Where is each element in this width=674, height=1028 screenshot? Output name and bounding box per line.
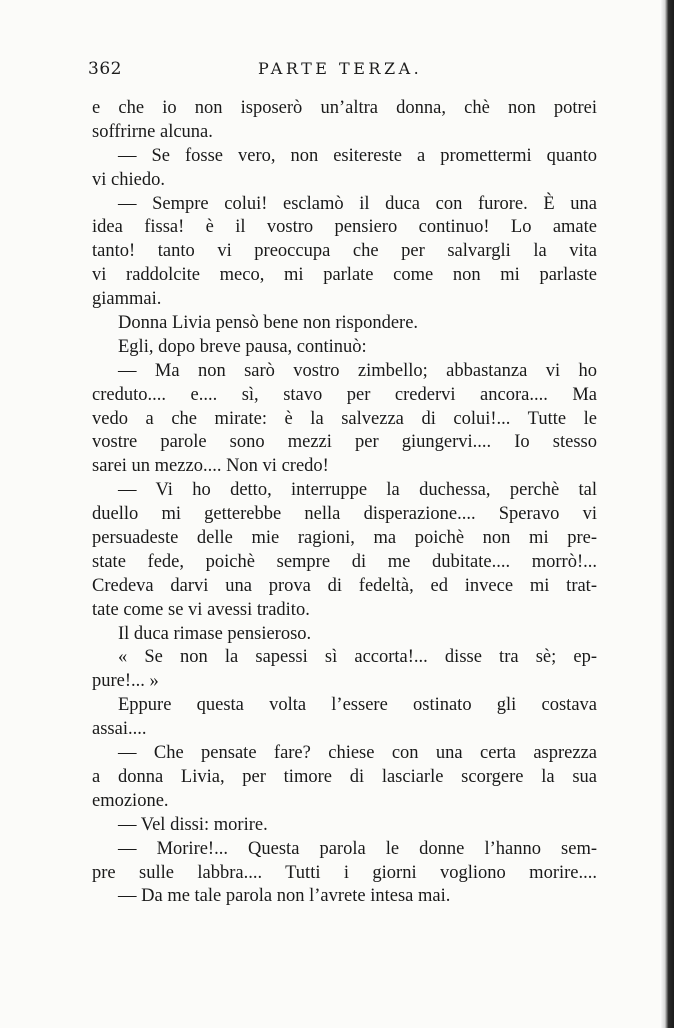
text-line: vedo a che mirate: è la salvezza di colui!... Tutte le [92, 408, 597, 429]
text-line: tanto! tanto vi preoccupa che per salvargli la vita [92, 241, 597, 262]
text-line: Donna Livia pensò bene non rispondere. [118, 313, 419, 334]
text-line: vi raddolcite meco, mi parlate come non mi parlaste [92, 265, 597, 286]
page-number: 362 [88, 59, 122, 79]
text-line: persuadeste delle mie ragioni, ma poichè non mi pre- [92, 528, 597, 549]
text-line: a donna Livia, per timore di lasciarle scorgere la sua [92, 766, 597, 787]
text-line: vi chiedo. [92, 169, 165, 190]
text-line: soffrirne alcuna. [92, 121, 213, 142]
text-line: state fede, poichè sempre di me dubitate.... morrò!... [92, 551, 597, 572]
text-line: — Se fosse vero, non esitereste a promettermi quanto [118, 145, 597, 166]
text-line: sarei un mezzo.... Non vi credo! [92, 456, 329, 477]
text-line: pure!... » [92, 671, 159, 692]
text-line: Egli, dopo breve pausa, continuò: [118, 336, 367, 357]
text-line: pre sulle labbra.... Tutti i giorni vogliono morire.... [92, 862, 597, 883]
text-line: creduto.... e.... sì, stavo per credervi ancora.... Ma [92, 384, 597, 405]
text-line: — Sempre colui! esclamò il duca con furore. È una [118, 193, 597, 214]
page-header [88, 59, 598, 87]
text-line: — Da me tale parola non l’avrete intesa mai. [118, 886, 451, 907]
text-line: — Morire!... Questa parola le donne l’hanno sem- [118, 838, 597, 859]
text-line: emozione. [92, 790, 169, 811]
text-line: assai.... [92, 719, 147, 740]
text-line: — Che pensate fare? chiese con una certa asprezza [118, 743, 597, 764]
text-line: vostre parole sono mezzi per giungervi.... Io stesso [92, 432, 597, 453]
text-line: — Ma non sarò vostro zimbello; abbastanza vi ho [118, 360, 597, 381]
text-line: duello mi getterebbe nella disperazione.... Speravo vi [92, 504, 597, 525]
text-line: Eppure questa volta l’essere ostinato gli costava [118, 695, 597, 716]
text-line: idea fissa! è il vostro pensiero continuo! Lo amate [92, 217, 597, 238]
text-line: « Se non la sapessi sì accorta!... disse tra sè; ep- [118, 647, 597, 668]
text-line: — Vel dissi: morire. [118, 814, 268, 835]
text-line: Il duca rimase pensieroso. [118, 623, 312, 644]
text-line: e che io non isposerò un’altra donna, chè non potrei [92, 98, 597, 118]
running-title: PARTE TERZA. [258, 59, 423, 78]
text-line: Credeva darvi una prova di fedeltà, ed invece mi trat- [92, 575, 597, 596]
page-edge-shadow [660, 0, 674, 1028]
text-line: — Vi ho detto, interruppe la duchessa, perchè tal [118, 480, 597, 501]
body-text [92, 97, 597, 909]
text-line: tate come se vi avessi tradito. [92, 599, 310, 620]
text-line: giammai. [92, 289, 162, 310]
